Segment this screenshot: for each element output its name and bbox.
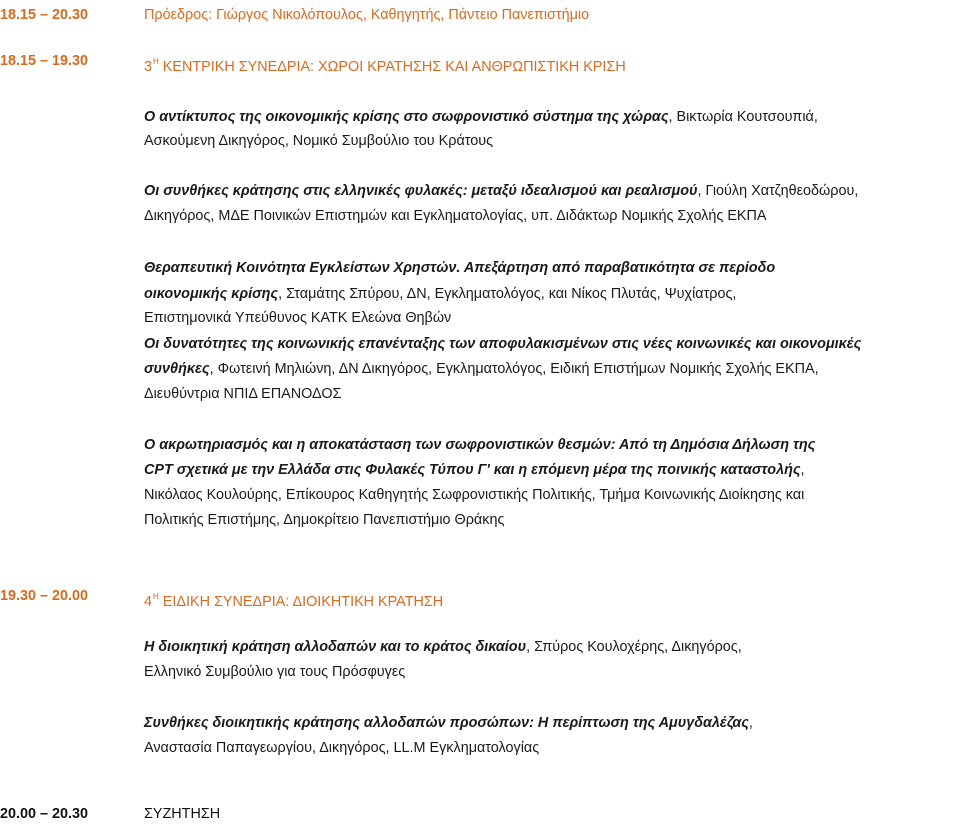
talk-line: Νικόλαος Κουλούρης, Επίκουρος Καθηγητής Σωφρονιστικής Πολιτικής, Τμήμα Κοινωνικής Διοίκησης και [144, 487, 805, 503]
talk-title: Οι συνθήκες κράτησης στις ελληνικές φυλακές: μεταξύ ιδεαλισμού και ρεαλισμού [144, 183, 698, 199]
talk-line [144, 105, 946, 130]
talk-title: Ο αντίκτυπος της οικονομικής κρίσης στο σωφρονιστικό σύστημα της χώρας [144, 109, 669, 125]
session-title-text: ΚΕΝΤΡΙΚΗ ΣΥΝΕΔΡΙΑ: ΧΩΡΟΙ ΚΡΑΤΗΣΗΣ ΚΑΙ ΑΝΘΡΩΠΙΣΤΙΚΗ ΚΡΙΣΗ [162, 59, 626, 75]
talk-speaker: , Φωτεινή Μηλιώνη, ΔΝ Δικηγόρος, Εγκληματολόγος, Ειδική Επιστήμων Νομικής Σχολής ΕΚΠΑ, [209, 361, 819, 377]
talk-line: Διευθύντρια ΝΠΙΔ ΕΠΑΝΟΔΟΣ [144, 386, 342, 402]
talk-line: Αναστασία Παπαγεωργίου, Δικηγόρος, LL.M Εγκληματολογίας [144, 740, 540, 756]
talk-line [144, 635, 946, 660]
talk-line [144, 458, 946, 483]
session-time: 19.30 – 20.00 [0, 588, 89, 604]
talk-line: Δικηγόρος, ΜΔΕ Ποινικών Επιστημών και Εγκληματολογίας, υπ. Διδάκτωρ Νομικής Σχολής ΕΚΠΑ [144, 208, 767, 224]
talk-speaker: , Βικτωρία Κουτσουπιά, [668, 109, 818, 125]
talk-line [144, 282, 946, 307]
talk-line: Ελληνικό Συμβούλιο για τους Πρόσφυγες [144, 664, 406, 680]
talk-title: CPT σχετικά με την Ελλάδα στις Φυλακές Τύπου Γ' και η επόμενη μέρα της ποινικής καταστολής [144, 462, 801, 478]
talk-line: Επιστημονικά Υπεύθυνος ΚΑΤΚ Ελεώνα Θηβών [144, 310, 452, 326]
talk-title: Συνθήκες διοικητικής κράτησης αλλοδαπών προσώπων: Η περίπτωση της Αμυγδαλέζας [144, 715, 749, 731]
talk-speaker: , Σπύρος Κουλοχέρης, Δικηγόρος, [526, 639, 742, 655]
talk-speaker: , [800, 462, 805, 478]
talk-line [144, 711, 946, 736]
talk-line: Πολιτικής Επιστήμης, Δημοκρίτειο Πανεπιστήμιο Θράκης [144, 512, 505, 528]
talk-speaker: , [748, 715, 753, 731]
talk-speaker: , Γιούλη Χατζηθεοδώρου, [697, 183, 859, 199]
talk-speaker: , Σταμάτης Σπύρου, ΔΝ, Εγκληματολόγος, και Νίκος Πλυτάς, Ψυχίατρος, [278, 286, 737, 302]
session-number-sup: Η [153, 592, 159, 601]
talk-title: Ο ακρωτηριασμός και η αποκατάσταση των σωφρονιστικών θεσμών: Από τη Δημόσια Δήλωση της [144, 437, 816, 453]
session-time: 20.00 – 20.30 [0, 806, 89, 822]
talk-title: Οι δυνατότητες της κοινωνικής επανένταξης των αποφυλακισμένων στις νέες κοινωνικές και οικονομικές [144, 336, 862, 352]
talk-line [144, 179, 946, 204]
talk-title: Θεραπευτική Κοινότητα Εγκλείστων Χρηστών. Απεξάρτηση από παραβατικότητα σε περίοδο [144, 260, 776, 276]
talk-title: Η διοικητική κράτηση αλλοδαπών και το κράτος δικαίου [144, 639, 527, 655]
chair-line: Πρόεδρος: Γιώργος Νικολόπουλος, Καθηγητής, Πάντειο Πανεπιστήμιο [144, 7, 590, 23]
session-title-text: ΕΙΔΙΚΗ ΣΥΝΕΔΡΙΑ: ΔΙΟΙΚΗΤΙΚΗ ΚΡΑΤΗΣΗ [162, 594, 444, 610]
session-title: ΣΥΖΗΤΗΣΗ [144, 806, 221, 822]
session-number: 4 [144, 594, 153, 610]
talk-line [144, 433, 946, 458]
talk-title: οικονομικής κρίσης [144, 286, 279, 302]
session-title [144, 49, 626, 80]
talk-line [144, 357, 946, 382]
session-time: 18.15 – 19.30 [0, 53, 89, 69]
session-time: 18.15 – 20.30 [0, 7, 89, 23]
talk-line [144, 256, 946, 281]
session-number: 3 [144, 59, 153, 75]
talk-line: Ασκούμενη Δικηγόρος, Νομικό Συμβούλιο του Κράτους [144, 133, 494, 149]
session-title [144, 584, 443, 615]
session-number-sup: Η [153, 57, 159, 66]
talk-title: συνθήκες [144, 361, 210, 377]
talk-line [144, 332, 946, 357]
